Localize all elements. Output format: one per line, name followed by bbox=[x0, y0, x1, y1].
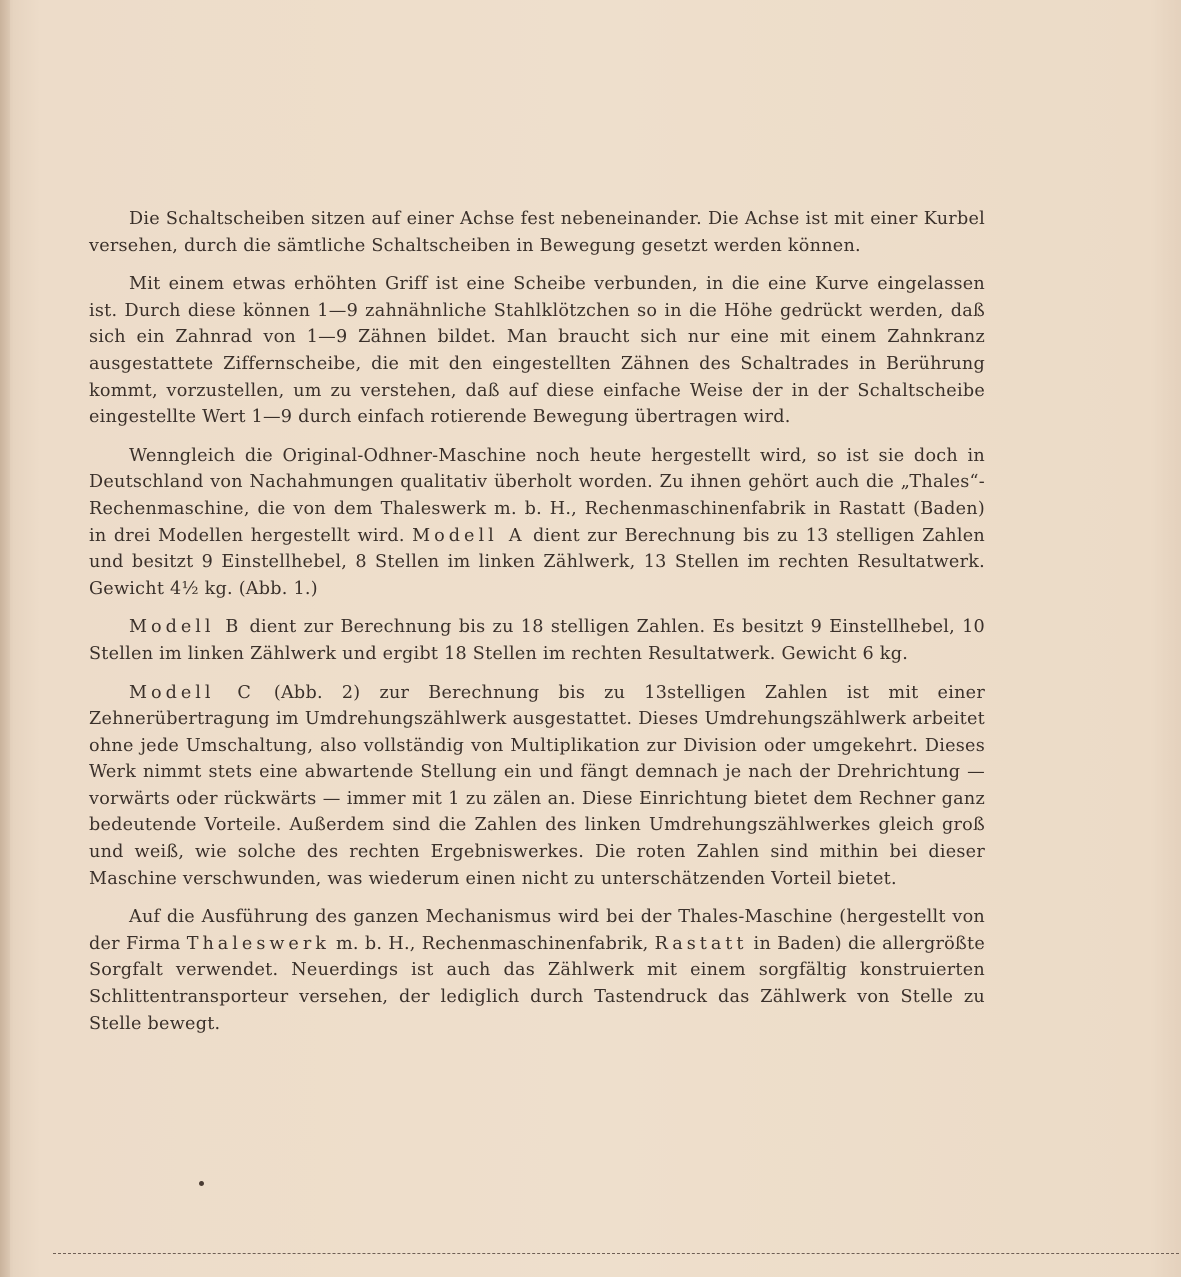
paragraph-text: m. b. H., Rechenmaschinenfabrik, bbox=[329, 933, 655, 954]
paragraph-text: Auf die Ausführung des ganzen Mechanismus wird bei der Thales-Maschine (hergestellt von der Firma bbox=[89, 907, 985, 954]
bottom-rule bbox=[53, 1253, 1179, 1254]
body-text bbox=[89, 206, 985, 1049]
model-b-label: Modell B bbox=[129, 617, 243, 638]
model-a-label: Modell A bbox=[412, 525, 526, 546]
paragraph-text: Die Schaltscheiben sitzen auf einer Achse fest nebeneinander. Die Achse ist mit einer Kurbel versehen, durch die sämtliche Schaltscheiben in Bewegung gesetzt werden können. bbox=[89, 209, 985, 256]
paragraph-text: in Baden) die allergrößte Sorgfalt verwendet. Neuerdings ist auch das Zählwerk mit einem sorgfältig konstruierten Schlittentransporteur versehen, der lediglich durch Tastendruck das Zählwerk von Stelle zu Stelle bewegt. bbox=[89, 933, 985, 1034]
paragraph-modell-b bbox=[89, 614, 985, 667]
paragraph-text: dient zur Berechnung bis zu 13 stelligen Zahlen und besitzt 9 Einstellhebel, 8 Stellen im linken Zählwerk, 13 Stellen im rechten Resultatwerk. Gewicht 4½ kg. (Abb. 1.) bbox=[89, 525, 985, 599]
company-name: Thaleswerk bbox=[186, 933, 330, 954]
paragraph-modell-c bbox=[89, 680, 985, 893]
page-spine-shadow bbox=[0, 0, 10, 1277]
paragraph-text: Wenngleich die Original-Odhner-Maschine noch heute hergestellt wird, so ist sie doch in Deutschland von Nachahmungen qualitativ überholt worden. Zu ihnen gehört auch die „Thales“-Rechenmaschine, die von dem Thaleswerk m. b. H., Rechenmaschinenfabrik in Rastatt (Baden) in drei Modellen hergestellt wird. bbox=[89, 445, 985, 546]
paragraph-schaltscheiben bbox=[89, 206, 985, 259]
ink-dot bbox=[199, 1181, 204, 1186]
paragraph-odhner bbox=[89, 443, 985, 603]
paragraph-text: dient zur Berechnung bis zu 18 stelligen Zahlen. Es besitzt 9 Einstellhebel, 10 Stellen im linken Zählwerk und ergibt 18 Stellen im rechten Resultatwerk. Gewicht 6 kg. bbox=[89, 617, 985, 664]
paragraph-ausfuehrung bbox=[89, 904, 985, 1037]
paragraph-griff bbox=[89, 271, 985, 431]
paragraph-text: Mit einem etwas erhöhten Griff ist eine Scheibe verbunden, in die eine Kurve eingelassen ist. Durch diese können 1—9 zahnähnliche Stahlklötzchen so in die Höhe gedrückt werden, daß sich ein Zahnrad von 1—9 Zähnen bildet. Man braucht sich nur eine mit einem Zahnkranz ausgestattete Ziffernscheibe, die mit den eingestellten Zähnen des Schaltrades in Berührung kommt, vorzustellen, um zu verstehen, daß auf diese einfache Weise der in der Schaltscheibe eingestellte Wert 1—9 durch einfach rotierende Bewegung übertragen wird. bbox=[89, 274, 985, 428]
model-c-label: Modell C bbox=[129, 682, 255, 703]
paragraph-text: (Abb. 2) zur Berechnung bis zu 13stelligen Zahlen ist mit einer Zehnerübertragung im Umdrehungszählwerk ausgestattet. Dieses Umdrehungszählwerk arbeitet ohne jede Umschaltung, also vollständig von Multiplikation zur Division oder umgekehrt. Dieses Werk nimmt stets eine abwartende Stellung ein und fängt demnach je nach der Drehrichtung — vorwärts oder rückwärts — immer mit 1 zu zälen an. Diese Einrichtung bietet dem Rechner ganz bedeutende Vorteile. Außerdem sind die Zahlen des linken Umdrehungszählwerkes gleich groß und weiß, wie solche des rechten Ergebniswerkes. Die roten Zahlen sind mithin bei dieser Maschine verschwunden, was wiederum einen nicht zu unterschätzenden Vorteil bietet. bbox=[89, 682, 985, 889]
city-name: Rastatt bbox=[654, 933, 748, 954]
